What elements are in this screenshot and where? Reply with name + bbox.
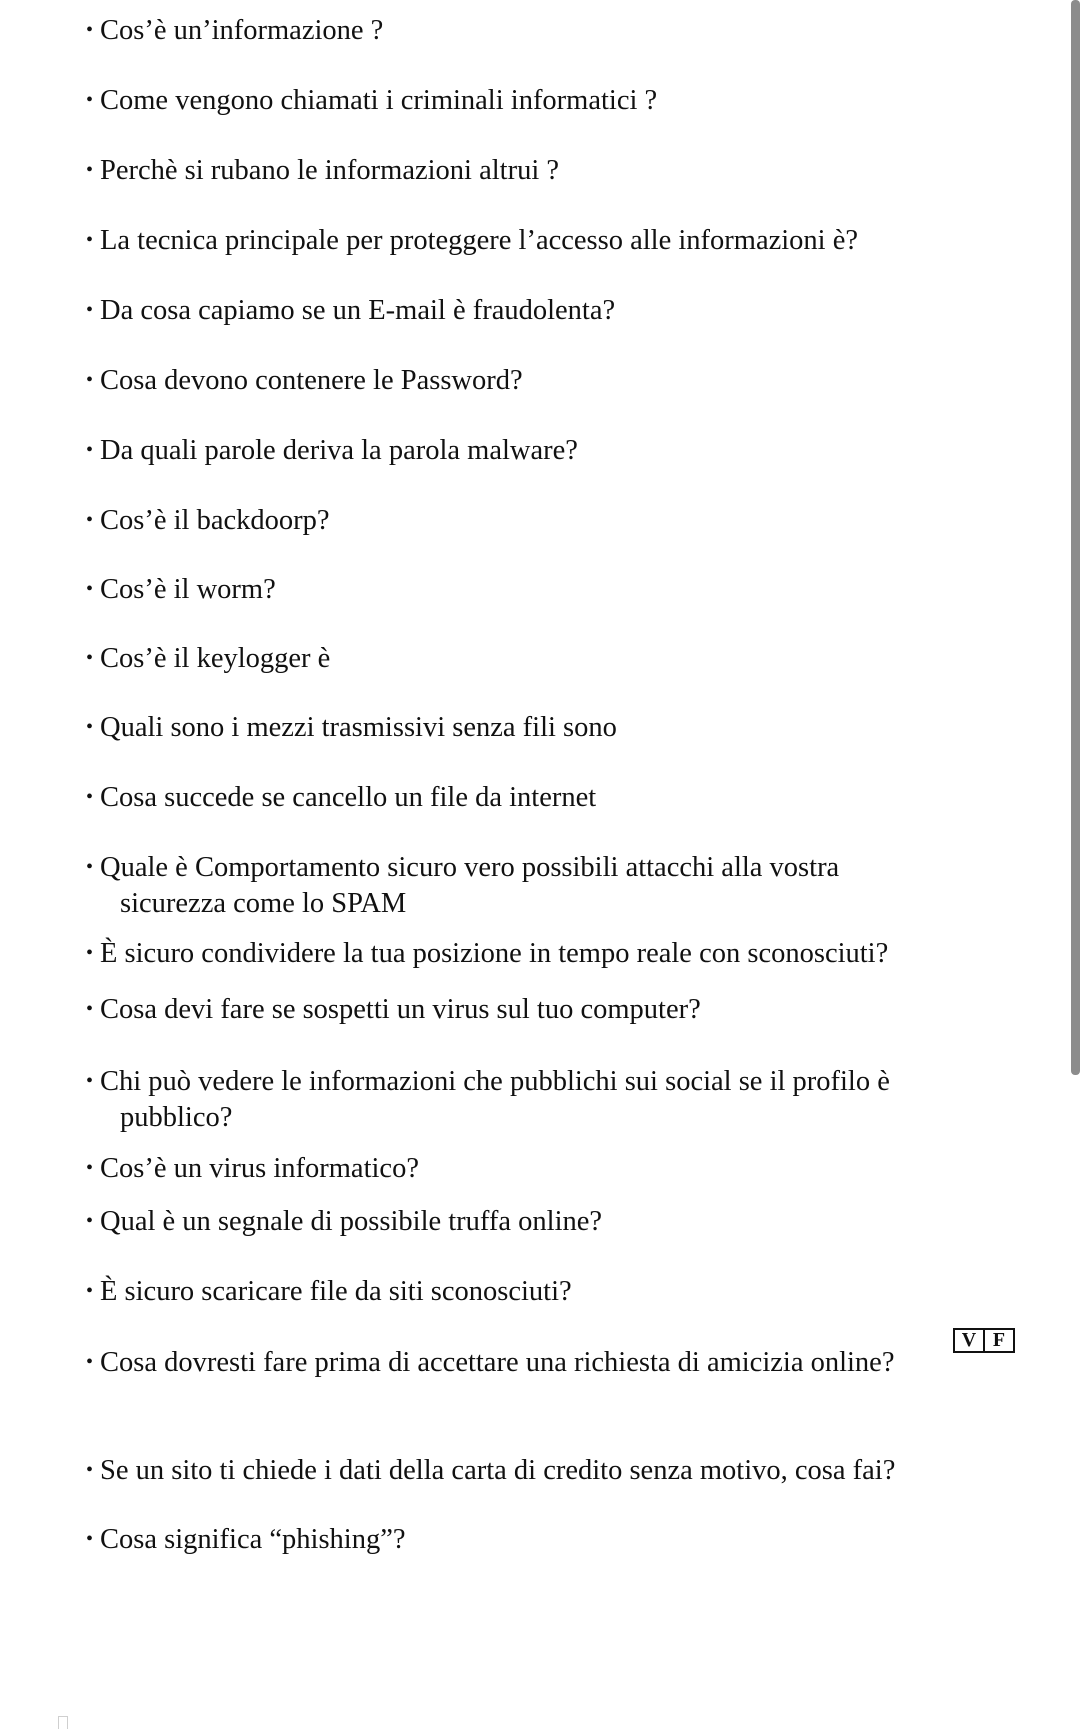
bullet-icon: • <box>86 369 94 391</box>
question-item <box>86 1150 986 1187</box>
bullet-icon: • <box>86 19 94 41</box>
page-corner-marker-icon <box>58 1716 68 1729</box>
bullet-icon: • <box>86 159 94 181</box>
question-text: Cos’è il worm? <box>100 574 276 605</box>
question-text: Cos’è il keylogger è <box>100 643 331 674</box>
question-text: Cos’è un virus informatico? <box>100 1153 419 1184</box>
question-text: È sicuro condividere la tua posizione in tempo reale con sconosciuti? <box>100 938 889 969</box>
bullet-icon: • <box>86 578 94 600</box>
question-text: Come vengono chiamati i criminali informatici ? <box>100 85 658 116</box>
question-item <box>86 709 986 746</box>
question-text: Cosa succede se cancello un file da internet <box>100 782 597 813</box>
question-item <box>86 779 986 816</box>
question-item <box>86 1063 986 1136</box>
question-text-continuation: sicurezza come lo SPAM <box>120 888 407 919</box>
question-item <box>86 152 986 189</box>
question-text: Cosa dovresti fare prima di accettare una richiesta di amicizia online? <box>100 1347 895 1378</box>
question-item <box>86 849 986 922</box>
question-item <box>86 362 986 399</box>
bullet-icon: • <box>86 1157 94 1179</box>
bullet-icon: • <box>86 786 94 808</box>
bullet-icon: • <box>86 1459 94 1481</box>
question-text: La tecnica principale per proteggere l’accesso alle informazioni è? <box>100 225 859 256</box>
question-text: Quali sono i mezzi trasmissivi senza fili sono <box>100 712 617 743</box>
bullet-icon: • <box>86 1528 94 1550</box>
question-text: Da cosa capiamo se un E-mail è fraudolenta? <box>100 295 616 326</box>
question-text: Da quali parole deriva la parola malware? <box>100 435 578 466</box>
bullet-icon: • <box>86 1351 94 1373</box>
bullet-icon: • <box>86 229 94 251</box>
bullet-icon: • <box>86 439 94 461</box>
bullet-icon: • <box>86 716 94 738</box>
bullet-icon: • <box>86 942 94 964</box>
question-text-continuation: pubblico? <box>120 1102 233 1133</box>
question-text: Cosa significa “phishing”? <box>100 1524 406 1555</box>
question-item <box>86 935 986 972</box>
question-text: Se un sito ti chiede i dati della carta di credito senza motivo, cosa fai? <box>100 1455 896 1486</box>
question-text: Perchè si rubano le informazioni altrui ? <box>100 155 560 186</box>
question-item <box>86 292 986 329</box>
bullet-icon: • <box>86 299 94 321</box>
true-false-box[interactable] <box>953 1328 1015 1353</box>
question-text: Cosa devi fare se sospetti un virus sul tuo computer? <box>100 994 701 1025</box>
question-item <box>86 1344 986 1381</box>
question-item <box>86 1521 986 1558</box>
true-option[interactable]: V <box>961 1329 977 1351</box>
question-item <box>86 1203 986 1240</box>
question-text: Cos’è un’informazione ? <box>100 15 384 46</box>
bullet-icon: • <box>86 509 94 531</box>
question-item <box>86 502 986 539</box>
question-item <box>86 1273 986 1310</box>
bullet-icon: • <box>86 647 94 669</box>
question-text: È sicuro scaricare file da siti sconosciuti? <box>100 1276 572 1307</box>
bullet-icon: • <box>86 89 94 111</box>
question-item <box>86 432 986 469</box>
vertical-scrollbar[interactable] <box>1071 0 1080 1075</box>
question-text: Qual è un segnale di possibile truffa online? <box>100 1206 603 1237</box>
question-text: Cosa devono contenere le Password? <box>100 365 523 396</box>
bullet-icon: • <box>86 1280 94 1302</box>
question-item <box>86 571 986 608</box>
question-text: Cos’è il backdoorp? <box>100 505 330 536</box>
false-option[interactable]: F <box>983 1330 1013 1351</box>
question-item <box>86 991 986 1028</box>
bullet-icon: • <box>86 1210 94 1232</box>
bullet-icon: • <box>86 1070 94 1092</box>
question-item <box>86 222 986 259</box>
question-text: Quale è Comportamento sicuro vero possibili attacchi alla vostra <box>100 852 840 883</box>
bullet-icon: • <box>86 856 94 878</box>
question-item <box>86 640 986 677</box>
question-item <box>86 82 986 119</box>
bullet-icon: • <box>86 998 94 1020</box>
question-item <box>86 12 986 49</box>
question-item <box>86 1452 986 1489</box>
question-text: Chi può vedere le informazioni che pubblichi sui social se il profilo è <box>100 1066 890 1097</box>
